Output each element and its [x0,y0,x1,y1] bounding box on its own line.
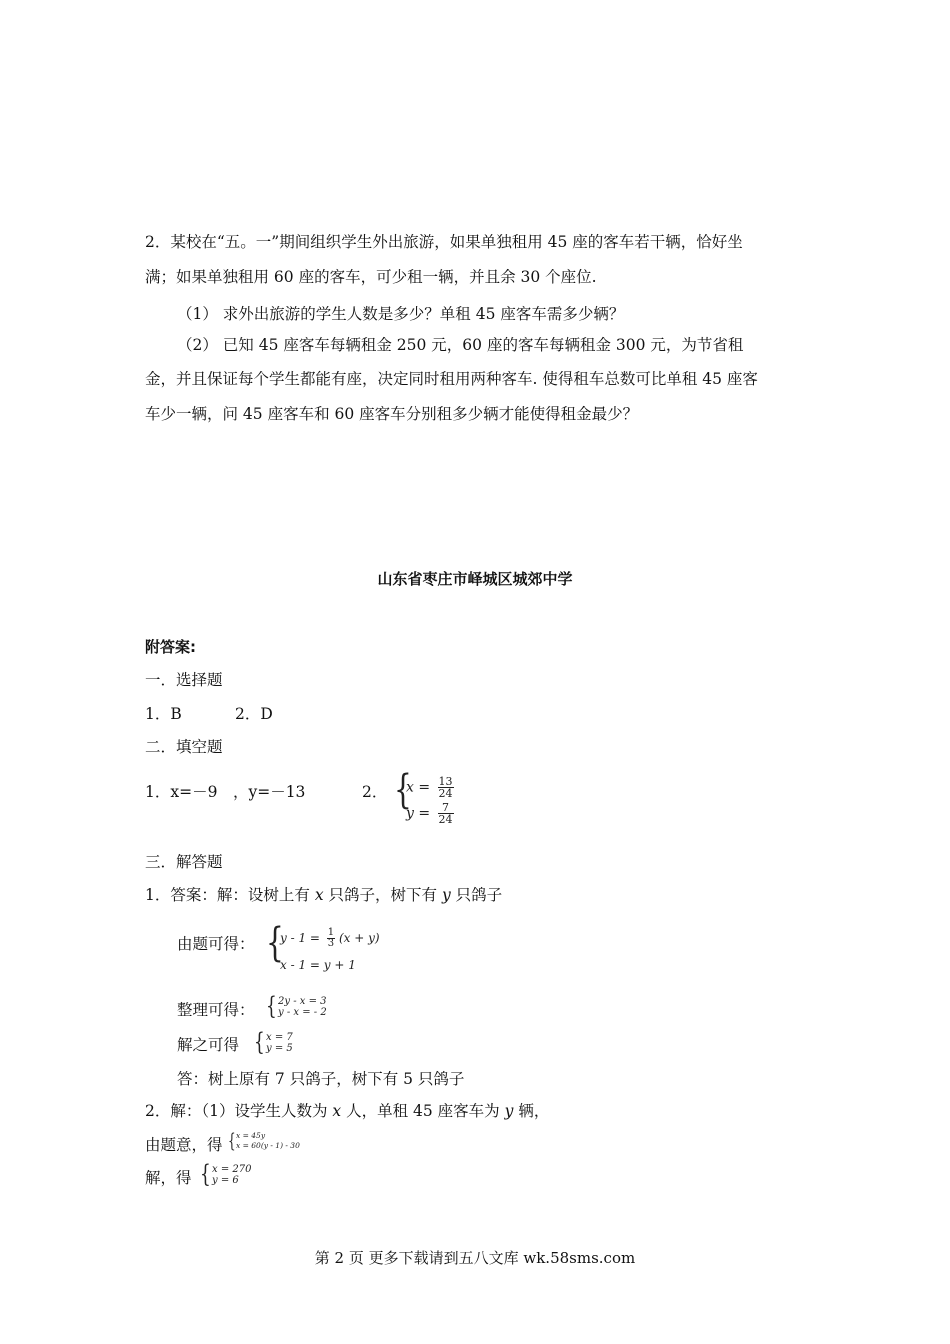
answer1-step1-label: 由题可得： [177,935,255,953]
page-footer: 第 2 页 更多下载请到五八文库 wk.58sms.com [314,1249,636,1267]
problem2-question1: （1） 求外出旅游的学生人数是多少？单租 45 座客车需多少辆？ [177,305,625,323]
answer1-equation-system-1 [266,920,466,976]
fraction-denominator: 24 [438,813,453,826]
system-line-1: x = 270 [212,1164,252,1175]
answer2-step2-label: 解，得 [145,1169,192,1187]
answer1-equation-system-3 [254,1028,354,1058]
answers-title: 附答案: [145,638,196,656]
left-brace: { [266,920,284,966]
answer2-intro-post: 辆， [518,1102,550,1120]
left-brace: { [394,767,412,813]
answer2-intro-mid: 人，单租 45 座客车为 [346,1102,500,1120]
answer1-step2-label: 整理可得： [177,1001,255,1019]
fraction-7-24 [438,802,454,825]
system-line-2: y - x = - 2 [278,1007,327,1018]
fraction-denominator: 3 [327,938,335,949]
answer2-step1-label: 由题意，得 [145,1136,223,1154]
section2-answer-2-label: 2． [362,783,388,801]
system-line-1: x = 7 [266,1032,293,1043]
system-line-2: y = 5 [266,1043,293,1054]
problem2-line2: 满；如果单独租用 60 座的客车，可少租一辆，并且余 30 个座位. [145,268,597,286]
system-line-2: x - 1 = y + 1 [280,958,356,972]
section2-heading: 二．填空题 [145,738,223,756]
variable-y: y [504,1102,514,1120]
problem2-question2-line1: （2） 已知 45 座客车每辆租金 250 元，60 座的客车每辆租金 300 元，为节省租 [177,336,744,354]
answer2-equation-system-2 [200,1160,300,1190]
answer2-intro [145,1099,549,1121]
answer2-intro-pre: 2．解：（1）设学生人数为 [145,1102,328,1120]
fraction-numerator: 1 [327,927,335,938]
system-line-1: 2y - x = 3 [278,996,327,1007]
answer1-intro-mid: 只鸽子，树下有 [328,886,438,904]
answer1-step3-label: 解之可得 [177,1036,240,1054]
section3-heading: 三．解答题 [145,853,223,871]
section1-heading: 一．选择题 [145,671,223,689]
answer1-conclusion: 答：树上原有 7 只鸽子，树下有 5 只鸽子 [177,1070,465,1088]
answer1-intro-post: 只鸽子 [455,886,503,904]
variable-y: y [441,886,451,904]
system-line-1 [280,928,380,949]
section2-answer-1: 1．x=－9 ，y=－13 [145,783,306,801]
school-heading: 山东省枣庄市峄城区城郊中学 [377,570,573,588]
problem2-question2-line2: 金，并且保证每个学生都能有座，决定同时租用两种客车. 使得租车总数可比单租 45 座客 [145,370,758,388]
fraction-numerator: 7 [438,802,454,814]
left-brace: { [266,992,277,1020]
equation-lhs: y - 1 = [280,931,320,945]
system-line-2: y = 6 [212,1175,239,1186]
system-line-1: x = 45y [236,1131,266,1140]
variable-x: x [314,886,324,904]
problem2-line1: 2．某校在“五。一”期间组织学生外出旅游，如果单独租用 45 座的客车若干辆，恰好坐 [145,233,743,251]
fraction-1-3 [327,928,335,949]
section2-equation-system [394,767,494,828]
system-line-2-lhs: y = [406,805,431,822]
variable-x: x [332,1102,342,1120]
system-line-1-lhs: x = [406,779,431,796]
left-brace: { [228,1128,236,1152]
system-line-2: x = 60(y - 1) - 30 [236,1141,300,1150]
equation-rhs: (x + y) [339,931,380,945]
fraction-13-24 [438,776,454,799]
left-brace: { [254,1028,265,1056]
answer2-equation-system-1 [228,1128,358,1153]
fraction-numerator: 13 [438,775,453,788]
system-line-2 [406,802,454,825]
left-brace: { [200,1160,211,1188]
answer1-intro [145,883,502,905]
problem2-question2-line3: 车少一辆，问 45 座客车和 60 座客车分别租多少辆才能使得租金最少？ [145,405,639,423]
fraction-denominator: 24 [438,787,453,800]
answer1-intro-pre: 1．答案：解：设树上有 [145,886,310,904]
system-line-1 [406,776,454,799]
answer1-equation-system-2 [266,992,406,1024]
section1-answer-1: 1．B [145,705,182,723]
section1-answer-2: 2．D [235,705,273,723]
